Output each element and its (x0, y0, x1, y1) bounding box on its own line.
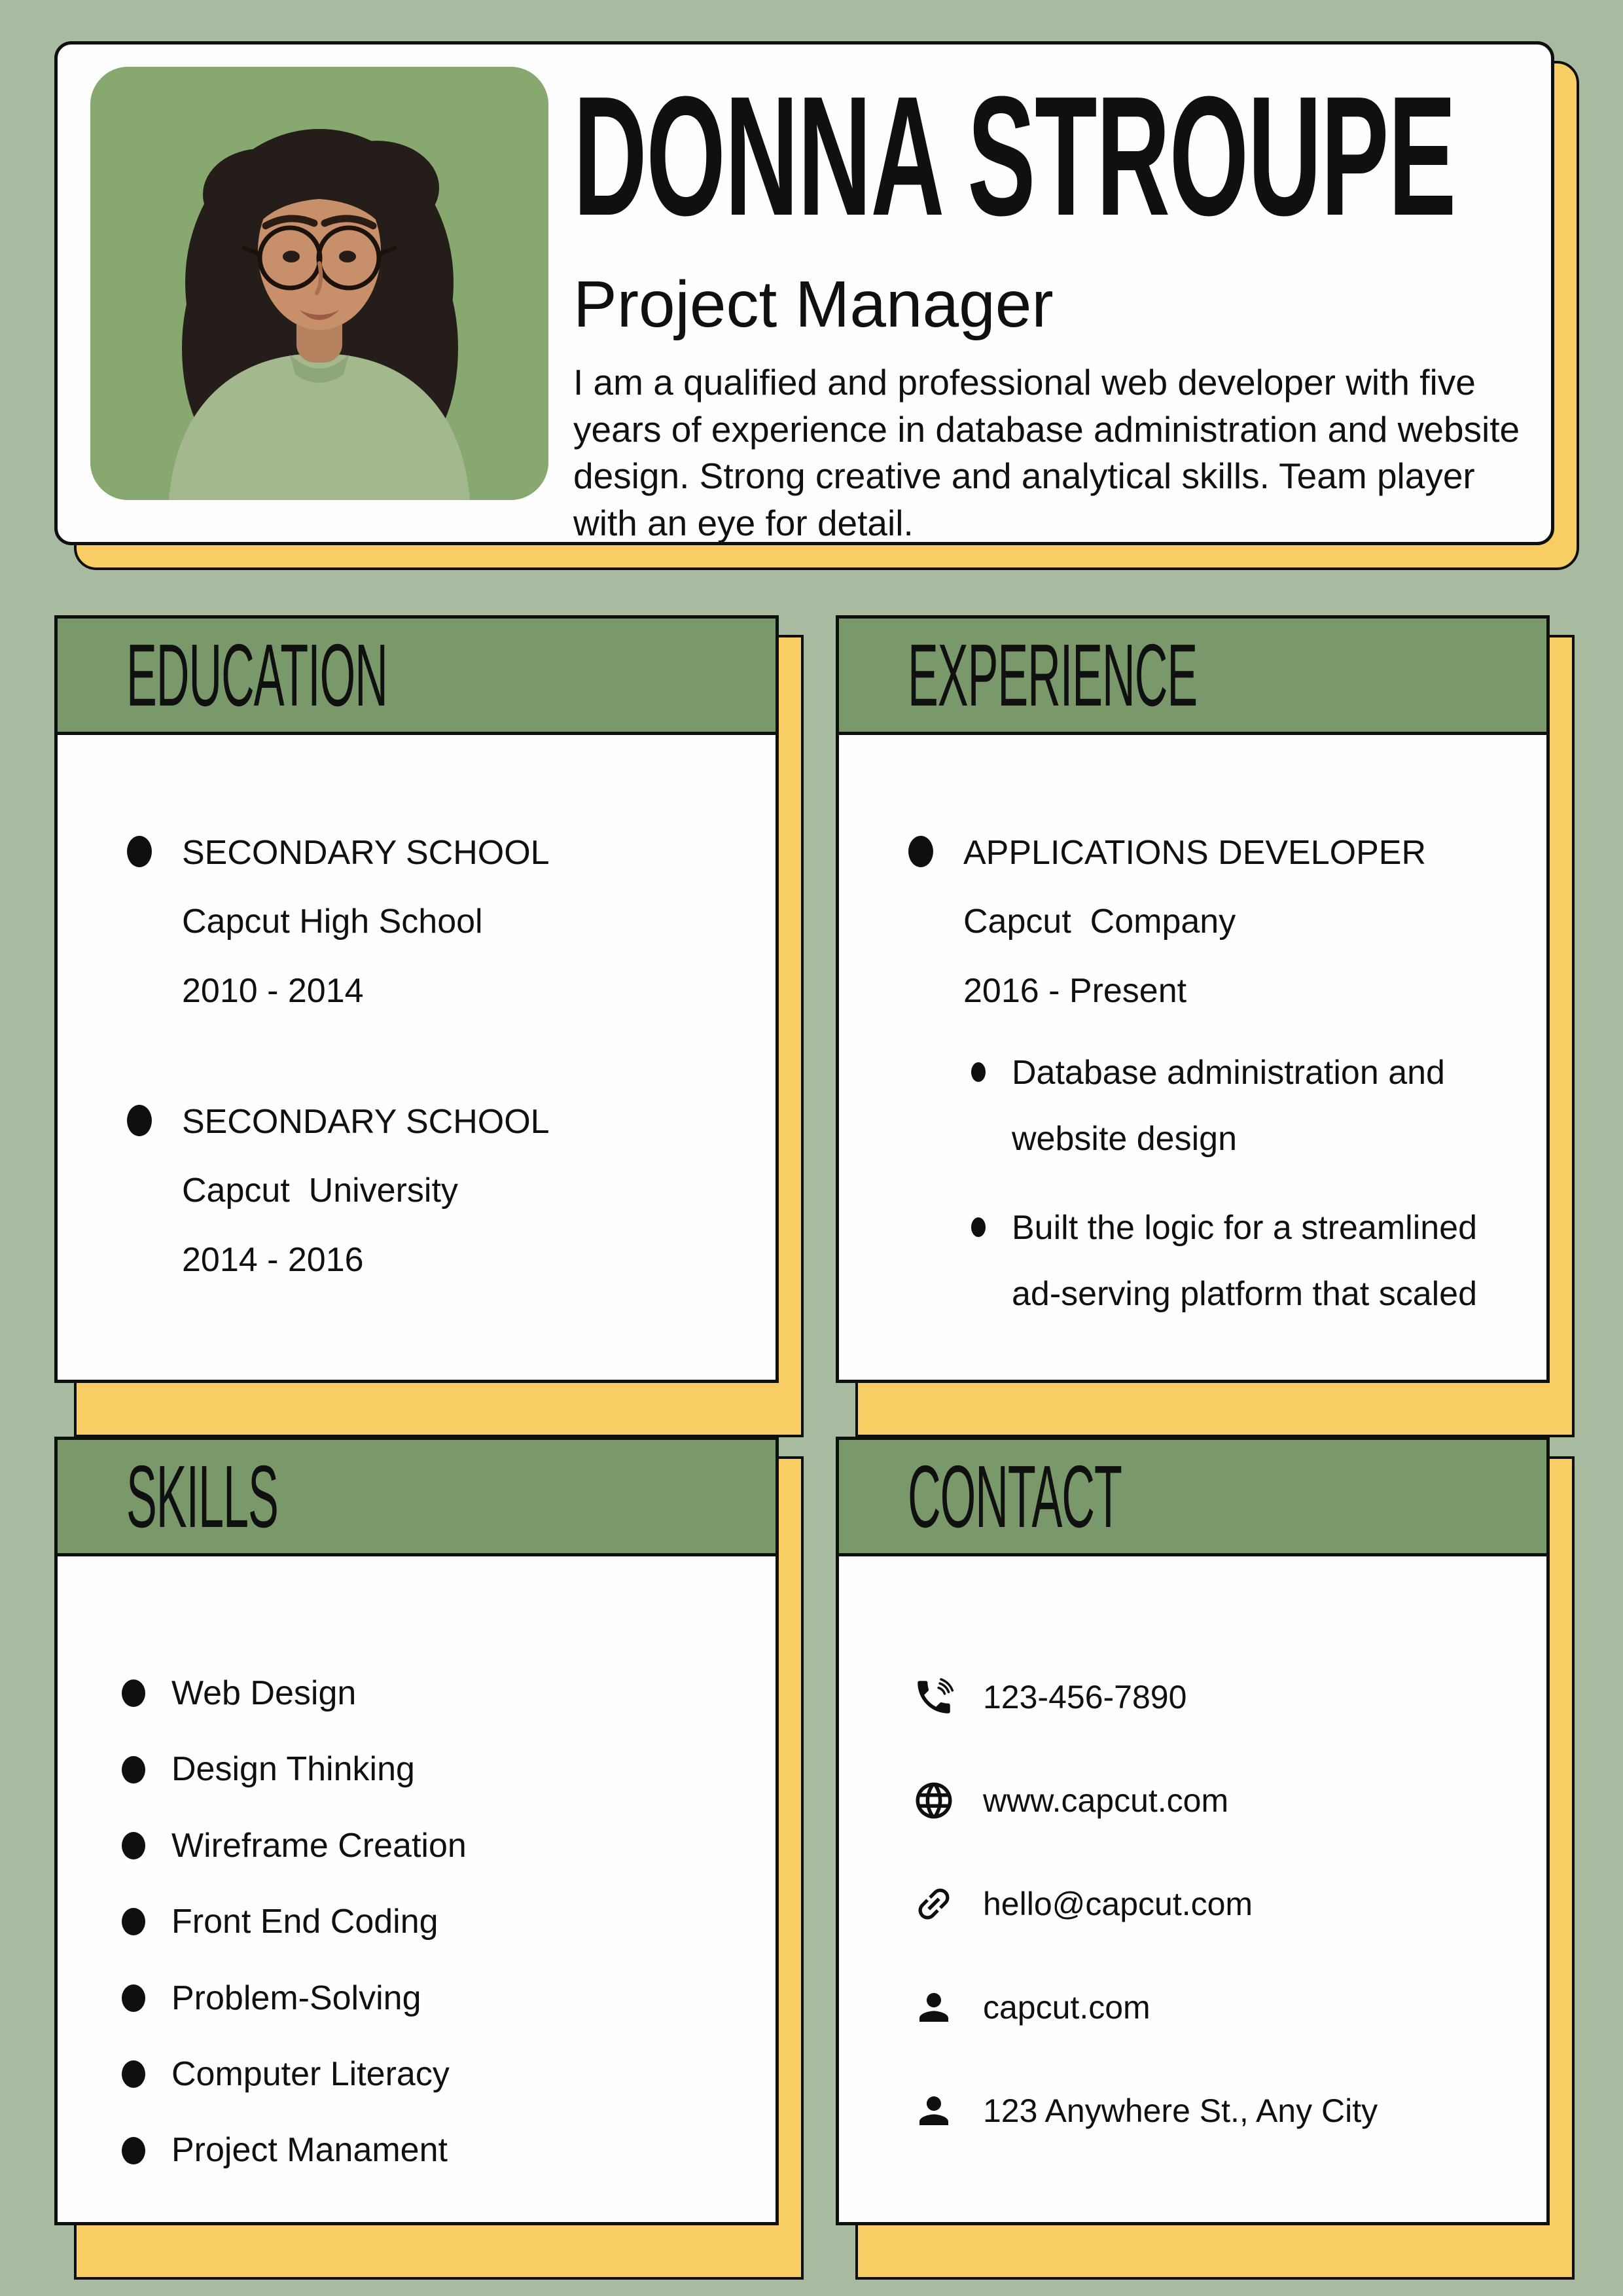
skill-label: Front End Coding (171, 1903, 438, 1941)
education-item (122, 833, 749, 1040)
skill-label: Problem-Solving (171, 1979, 421, 2017)
skill-item (122, 2054, 749, 2094)
contact-item-email (912, 1882, 1520, 1926)
education-dates: 2010 - 2014 (182, 971, 364, 1010)
person-icon (912, 1986, 955, 2029)
skills-heading: SKILLS (126, 1447, 278, 1546)
skill-item (122, 2130, 749, 2170)
phone-icon (912, 1676, 955, 1719)
education-dates: 2014 - 2016 (182, 1240, 364, 1279)
skill-item (122, 1673, 749, 1713)
profile-summary: I am a qualified and professional web developer with five years of experience in database administration and website design. Strong creative and analytical skills. Team player with an eye for detail. (573, 362, 1520, 543)
experience-header (839, 619, 1546, 735)
link-icon (912, 1882, 955, 1926)
person-icon (912, 2089, 955, 2132)
contact-item-website (912, 1779, 1520, 1822)
bullet-icon (122, 2137, 145, 2164)
sub-bullet-icon (971, 1062, 986, 1082)
skill-label: Web Design (171, 1674, 357, 1712)
education-school: Capcut University (182, 1172, 458, 1210)
experience-bullet (963, 1195, 1483, 1328)
contact-body (839, 1556, 1546, 2222)
header-card-surface (54, 41, 1554, 545)
skill-label: Computer Literacy (171, 2054, 450, 2093)
education-body (58, 735, 776, 1380)
education-degree: SECONDARY SCHOOL (182, 834, 550, 872)
skill-item (122, 1901, 749, 1942)
profile-photo (90, 67, 548, 500)
experience-dates: 2016 - Present (963, 971, 1187, 1010)
experience-bullet-text: Database administration and website design (1012, 1054, 1445, 1158)
skills-section (54, 1437, 779, 2225)
bullet-icon (122, 2060, 145, 2088)
experience-company: Capcut Company (963, 903, 1236, 941)
bullet-icon (122, 1832, 145, 1859)
education-heading: EDUCATION (126, 626, 387, 725)
skill-label: Design Thinking (171, 1750, 415, 1789)
education-section (54, 615, 779, 1383)
skills-body (58, 1556, 776, 2222)
contact-header (839, 1440, 1546, 1556)
experience-bullet (963, 1040, 1483, 1173)
job-title: Project Manager (573, 268, 1054, 341)
contact-profile: capcut.com (983, 1989, 1150, 2026)
experience-item (903, 833, 1520, 1350)
contact-phone: 123-456-7890 (983, 1679, 1187, 1715)
header-card (54, 41, 1554, 545)
contact-section (836, 1437, 1550, 2225)
contact-email: hello@capcut.com (983, 1886, 1253, 1922)
experience-heading: EXPERIENCE (908, 626, 1198, 725)
education-school: Capcut High School (182, 903, 483, 941)
skill-item (122, 1825, 749, 1866)
experience-section (836, 615, 1550, 1383)
bullet-icon (908, 836, 933, 867)
experience-bullet-text: Built the logic for a streamlined ad-serving platform that scaled (1012, 1208, 1478, 1314)
contact-heading: CONTACT (908, 1447, 1122, 1546)
bullet-icon (127, 1105, 152, 1136)
bullet-icon (127, 836, 152, 867)
person-name: DONNA STROUPE (573, 62, 1456, 251)
skill-label: Project Manament (171, 2131, 448, 2170)
bullet-icon (122, 1908, 145, 1935)
contact-address: 123 Anywhere St., Any City (983, 2092, 1378, 2129)
bullet-icon (122, 1756, 145, 1784)
globe-icon (912, 1779, 955, 1822)
contact-item-profile (912, 1986, 1520, 2029)
skill-item (122, 1978, 749, 2018)
education-degree: SECONDARY SCHOOL (182, 1103, 550, 1141)
education-header (58, 619, 776, 735)
skills-header (58, 1440, 776, 1556)
contact-item-address (912, 2089, 1520, 2132)
skill-item (122, 1749, 749, 1789)
experience-role: APPLICATIONS DEVELOPER (963, 834, 1427, 872)
education-item (122, 1102, 749, 1309)
experience-body (839, 735, 1546, 1380)
contact-item-phone (912, 1676, 1520, 1719)
bullet-icon (122, 1984, 145, 2012)
contact-website: www.capcut.com (983, 1782, 1229, 1819)
portrait-illustration (90, 67, 548, 500)
skill-label: Wireframe Creation (171, 1826, 467, 1865)
bullet-icon (122, 1679, 145, 1707)
sub-bullet-icon (971, 1217, 986, 1237)
